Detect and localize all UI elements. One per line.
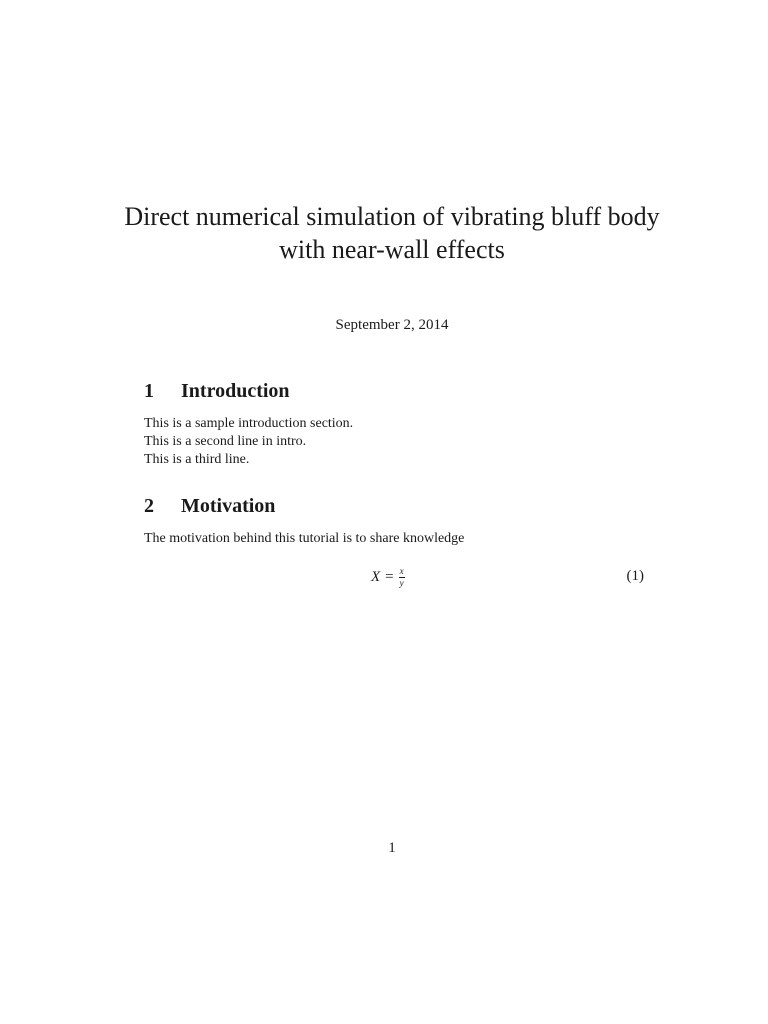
- fraction-denominator: y: [399, 577, 404, 588]
- section-heading: [144, 379, 644, 403]
- fraction-numerator: x: [399, 565, 404, 576]
- page-number: 1: [388, 840, 396, 856]
- paragraph-line: This is a sample introduction section.: [144, 416, 354, 431]
- section-title: Introduction: [181, 380, 290, 402]
- section-motivation: [144, 494, 644, 548]
- equation-number: (1): [626, 568, 644, 584]
- section-number: 2: [144, 495, 154, 517]
- section-body: [144, 415, 644, 469]
- section-introduction: [144, 379, 644, 469]
- section-number: 1: [144, 380, 154, 402]
- equation: [371, 560, 405, 594]
- document-title: Direct numerical simulation of vibrating bluff body with near-wall effects: [124, 202, 660, 264]
- equation-equals: =: [385, 568, 394, 585]
- equation-row: [144, 560, 644, 594]
- paragraph-line: This is a second line in intro.: [144, 434, 307, 449]
- paragraph-line: The motivation behind this tutorial is to share knowledge: [144, 531, 465, 546]
- paragraph-line: This is a third line.: [144, 452, 250, 467]
- document-date: September 2, 2014: [335, 317, 449, 333]
- equation-fraction: [399, 566, 405, 589]
- equation-lhs: X: [371, 568, 381, 585]
- section-heading: [144, 494, 644, 518]
- section-body: [144, 530, 644, 548]
- section-title: Motivation: [181, 495, 276, 517]
